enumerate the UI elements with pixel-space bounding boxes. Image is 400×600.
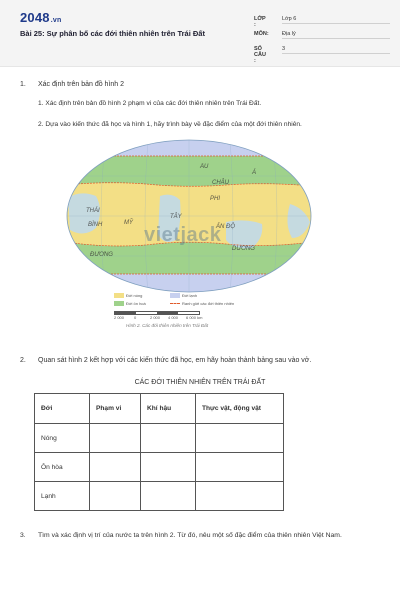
map-label: PHI — [210, 196, 221, 202]
table-header: Khí hậu — [141, 394, 196, 424]
table-cell — [90, 424, 141, 453]
zones-table — [34, 393, 284, 511]
grade-value: Lớp 6 — [282, 16, 390, 24]
table-cell — [90, 482, 141, 511]
table-cell — [90, 453, 141, 482]
legend-item: Ranh giới các đới thiên nhiên — [170, 301, 234, 306]
watermark: vietjack — [144, 224, 222, 246]
table-header-row — [35, 394, 284, 424]
table-header: Thực vật, động vật — [196, 394, 284, 424]
legend-item: Đới ôn hoà — [114, 301, 146, 306]
table-cell — [141, 424, 196, 453]
legend-swatch — [114, 301, 124, 306]
table-cell — [141, 453, 196, 482]
question-1-sub-2: 2. Dựa vào kiến thức đã học và hình 1, hãy trình bày về đặc điểm của một đới thiên nhiên. — [38, 121, 302, 128]
count-label: SỐ CÂU : — [254, 46, 266, 64]
question-text: Tìm và xác định vị trí của nước ta trên hình 2. Từ đó, nêu một số đặc điểm của thiên nhiên Việt Nam. — [38, 532, 342, 539]
table-cell — [141, 482, 196, 511]
table-header: Phạm vi — [90, 394, 141, 424]
grade-label: LỚP : — [254, 16, 266, 28]
legend-swatch — [170, 303, 180, 304]
map-label: CHÂU — [212, 180, 230, 186]
question-number: 2. — [20, 357, 26, 364]
map-label: DƯƠNG — [232, 246, 255, 252]
worksheet-header — [0, 0, 400, 67]
table-cell — [196, 453, 284, 482]
map-label: MỸ — [124, 220, 133, 226]
world-zones-map — [66, 138, 312, 298]
legend-item: Đới nóng — [114, 293, 142, 298]
map-label: BÌNH — [88, 222, 103, 228]
table-cell: Lạnh — [35, 482, 90, 511]
site-logo[interactable] — [20, 10, 61, 25]
lesson-title: Bài 25: Sự phân bố các đới thiên nhiên trên Trái Đất — [20, 29, 205, 38]
table-header: Đới — [35, 394, 90, 424]
legend-swatch — [114, 293, 124, 298]
map-caption: Hình 2. Các đới thiên nhiên trên Trái Đất — [126, 323, 209, 328]
subject-label: MÔN: — [254, 31, 269, 37]
map-label: ĐƯƠNG — [90, 252, 113, 258]
question-number: 3. — [20, 532, 26, 539]
map-label: Á — [252, 170, 257, 176]
map-label: TÂY — [170, 214, 182, 220]
logo-suffix: .vn — [50, 17, 62, 24]
question-text: Xác định trên bản đồ hình 2 — [38, 81, 125, 88]
table-row — [35, 482, 284, 511]
table-title: CÁC ĐỚI THIÊN NHIÊN TRÊN TRÁI ĐẤT — [134, 379, 266, 386]
subject-value: Địa lý — [282, 31, 390, 39]
table-cell: Ôn hòa — [35, 453, 90, 482]
map-label: ÂU — [200, 164, 209, 170]
map-label: THÁI — [86, 208, 100, 214]
question-text: Quan sát hình 2 kết hợp với các kiến thức đã học, em hãy hoàn thành bảng sau vào vở. — [38, 357, 312, 364]
map-label: ẤN ĐỘ — [216, 224, 236, 230]
question-1-sub-1: 1. Xác định trên bản đồ hình 2 phạm vi của các đới thiên nhiên trên Trái Đất. — [38, 100, 262, 107]
legend-swatch — [170, 293, 180, 298]
map-svg — [66, 138, 312, 298]
table-cell: Nóng — [35, 424, 90, 453]
table-row — [35, 453, 284, 482]
table-row — [35, 424, 284, 453]
legend-item: Đới lạnh — [170, 293, 197, 298]
table-cell — [196, 424, 284, 453]
logo-main: 2048 — [20, 10, 50, 25]
count-value: 3 — [282, 46, 390, 54]
table-cell — [196, 482, 284, 511]
question-number: 1. — [20, 81, 26, 88]
